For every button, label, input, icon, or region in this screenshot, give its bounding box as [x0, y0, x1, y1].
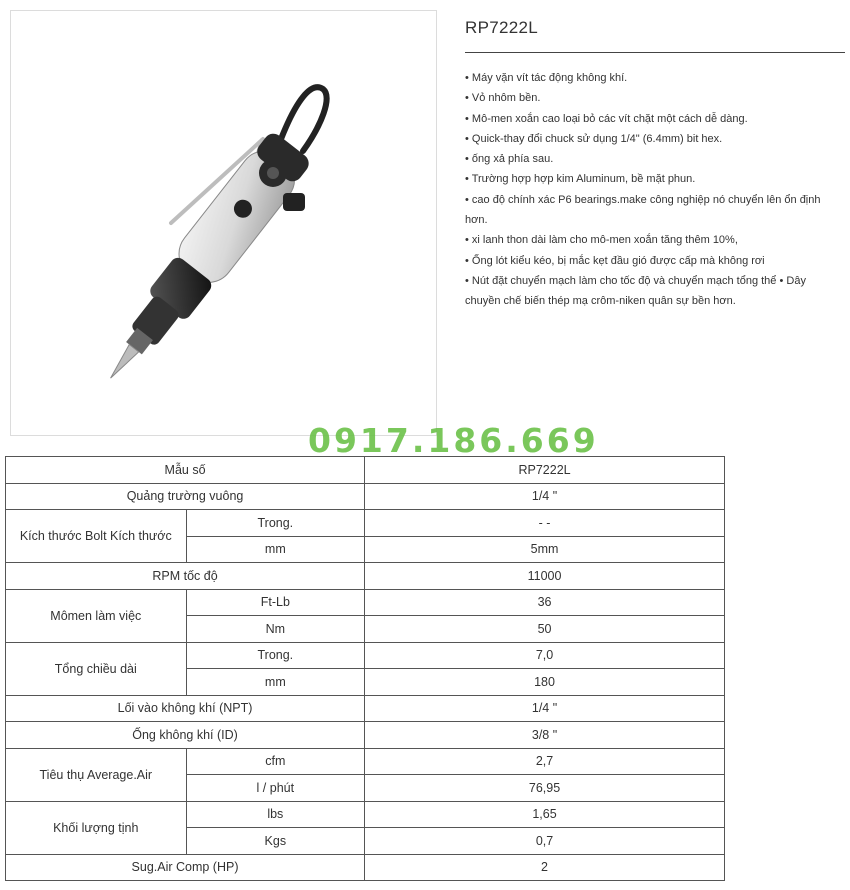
length-unit: Trong. — [186, 642, 364, 669]
table-row — [6, 457, 725, 484]
feature-item: • Quick-thay đổi chuck sử dụng 1/4" (6.4mm) bit hex. — [465, 132, 723, 145]
air-consumption-value: 76,95 — [365, 775, 725, 802]
bolt-size-value: - - — [365, 510, 725, 537]
length-value: 7,0 — [365, 642, 725, 669]
phone-watermark: 0917.186.669 — [308, 421, 599, 460]
torque-value: 50 — [365, 616, 725, 643]
model-value: RP7222L — [365, 457, 725, 484]
torque-unit: Ft-Lb — [186, 589, 364, 616]
feature-item: • Vỏ nhôm bền. — [465, 92, 541, 105]
feature-item: • Máy vặn vít tác động không khí. — [465, 72, 628, 84]
air-consumption-unit: l / phút — [186, 775, 364, 802]
table-row — [6, 695, 725, 722]
length-unit: mm — [186, 669, 364, 696]
feature-item: • Ống lót kiểu kéo, bị mắc kẹt đầu gió được cấp mà không rơi — [465, 254, 765, 267]
bolt-size-label: Kích thước Bolt Kích thước — [6, 510, 187, 563]
feature-item: • Nút đặt chuyển mạch làm cho tốc độ và chuyển mạch tổng thể • Dây — [465, 274, 806, 287]
table-row — [6, 589, 725, 616]
feature-item: • ống xả phía sau. — [465, 153, 554, 166]
feature-list — [465, 68, 845, 312]
square-drive-value: 1/4 " — [365, 483, 725, 510]
table-row — [6, 748, 725, 775]
product-title: RP7222L — [465, 18, 538, 37]
bolt-size-value: 5mm — [365, 536, 725, 563]
table-row — [6, 642, 725, 669]
table-row — [6, 483, 725, 510]
weight-label: Khối lượng tịnh — [6, 801, 187, 854]
table-row — [6, 563, 725, 590]
air-consumption-label: Tiêu thụ Average.Air — [6, 748, 187, 801]
torque-label: Mômen làm việc — [6, 589, 187, 642]
length-label: Tổng chiều dài — [6, 642, 187, 695]
air-consumption-unit: cfm — [186, 748, 364, 775]
feature-item: • Trường hợp hợp kim Aluminum, bề mặt phun. — [465, 173, 696, 186]
torque-value: 36 — [365, 589, 725, 616]
product-image — [10, 10, 437, 436]
table-row — [6, 510, 725, 537]
bolt-size-unit: Trong. — [186, 510, 364, 537]
spec-table — [5, 456, 725, 881]
feature-item: • Mô-men xoắn cao loại bỏ các vít chặt một cách dễ dàng. — [465, 112, 748, 125]
rpm-value: 11000 — [365, 563, 725, 590]
air-inlet-label: Lối vào không khí (NPT) — [6, 695, 365, 722]
square-drive-label: Quảng trường vuông — [6, 483, 365, 510]
table-row — [6, 801, 725, 828]
air-hose-label: Ống không khí (ID) — [6, 722, 365, 749]
feature-item: • cao độ chính xác P6 bearings.make công nghiệp nó chuyển lên ổn định hơn. — [465, 193, 821, 227]
air-screwdriver-illustration — [11, 11, 438, 437]
table-row — [6, 854, 725, 881]
compressor-label: Sug.Air Comp (HP) — [6, 854, 365, 881]
length-value: 180 — [365, 669, 725, 696]
torque-unit: Nm — [186, 616, 364, 643]
air-consumption-value: 2,7 — [365, 748, 725, 775]
air-inlet-value: 1/4 " — [365, 695, 725, 722]
air-hose-value: 3/8 " — [365, 722, 725, 749]
weight-unit: Kgs — [186, 828, 364, 855]
bolt-size-unit: mm — [186, 536, 364, 563]
feature-item: chuyền chế biến thép mạ crôm-niken quân sự bền hơn. — [465, 295, 736, 308]
weight-unit: lbs — [186, 801, 364, 828]
title-divider — [465, 52, 845, 53]
table-row — [6, 722, 725, 749]
weight-value: 0,7 — [365, 828, 725, 855]
model-label: Mẫu số — [6, 457, 365, 484]
weight-value: 1,65 — [365, 801, 725, 828]
feature-item: • xi lanh thon dài làm cho mô-men xoắn tăng thêm 10%, — [465, 234, 738, 247]
rpm-label: RPM tốc độ — [6, 563, 365, 590]
compressor-value: 2 — [365, 854, 725, 881]
